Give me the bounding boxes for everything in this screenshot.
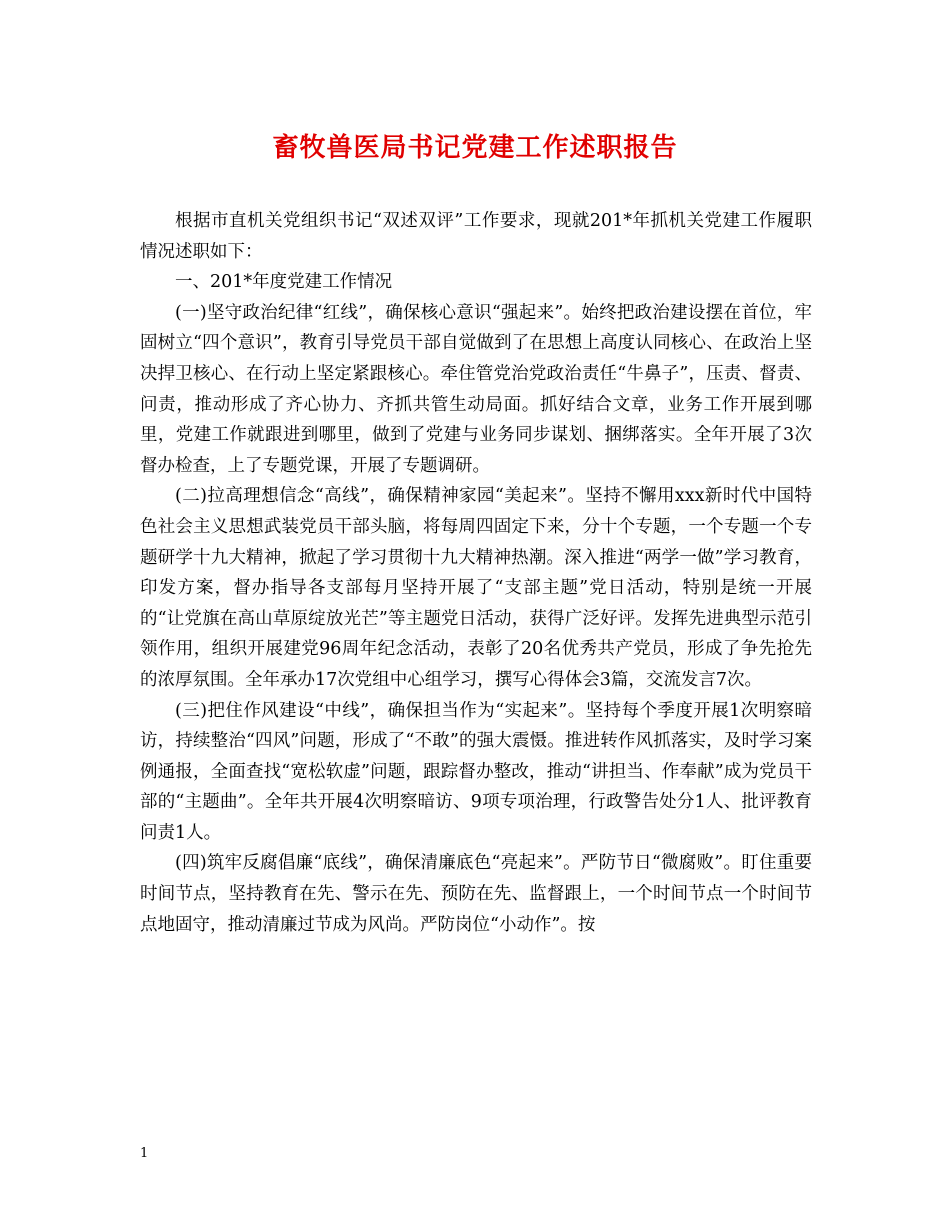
paragraph-item-4: (四)筑牢反腐倡廉“底线”，确保清廉底色“亮起来”。严防节日“微腐败”。盯住重要时间节点，坚持教育在先、警示在先、预防在先、监督跟上，一个时间节点一个时间节点地固守，推动清廉过节成为风尚。严防岗位“小动作”。按 (140, 853, 812, 935)
paragraph-item-2: (二)拉高理想信念“高线”，确保精神家园“美起来”。坚持不懈用xxx新时代中国特色社会主义思想武装党员干部头脑，将每周四固定下来，分十个专题，一个专题一个专题研学十九大精神，掀起了学习贯彻十九大精神热潮。深入推进“两学一做”学习教育，印发方案，督办指导各支部每月坚持开展了“支部主题”党日活动，特别是统一开展的“让党旗在高山草原绽放光芒”等主题党日活动，获得广泛好评。发挥先进典型示范引领作用，组织开展建党96周年纪念活动，表彰了20名优秀共产党员，形成了争先抢先的浓厚氛围。全年承办17次党组中心组学习，撰写心得体会3篇，交流发言7次。 (140, 486, 812, 690)
page-number: 1 (140, 1146, 149, 1161)
paragraph-item-3: (三)把住作风建设“中线”，确保担当作为“实起来”。坚持每个季度开展1次明察暗访，持续整治“四风”问题，形成了“不敢”的强大震慑。推进转作风抓落实，及时学习案例通报，全面查找“宽松软虚”问题，跟踪督办整改，推动“讲担当、作奉献”成为党员干部的“主题曲”。全年共开展4次明察暗访、9项专项治理，行政警告处分1人、批评教育问责1人。 (140, 700, 812, 843)
document-body (140, 206, 812, 940)
paragraph-item-1: (一)坚守政治纪律“红线”，确保核心意识“强起来”。始终把政治建设摆在首位，牢固树立“四个意识”，教育引导党员干部自觉做到了在思想上高度认同核心、在政治上坚决捍卫核心、在行动上坚定紧跟核心。牵住管党治党政治责任“牛鼻子”，压责、督责、问责，推动形成了齐心协力、齐抓共管生动局面。抓好结合文章，业务工作开展到哪里，党建工作就跟进到哪里，做到了党建与业务同步谋划、捆绑落实。全年开展了3次督办检查，上了专题党课，开展了专题调研。 (140, 302, 812, 476)
document-title: 畜牧兽医局书记党建工作述职报告 (272, 133, 678, 163)
paragraph-intro: 根据市直机关党组织书记“双述双评”工作要求，现就201*年抓机关党建工作履职情况述职如下： (140, 211, 812, 262)
section-heading: 一、201*年度党建工作情况 (175, 272, 393, 293)
